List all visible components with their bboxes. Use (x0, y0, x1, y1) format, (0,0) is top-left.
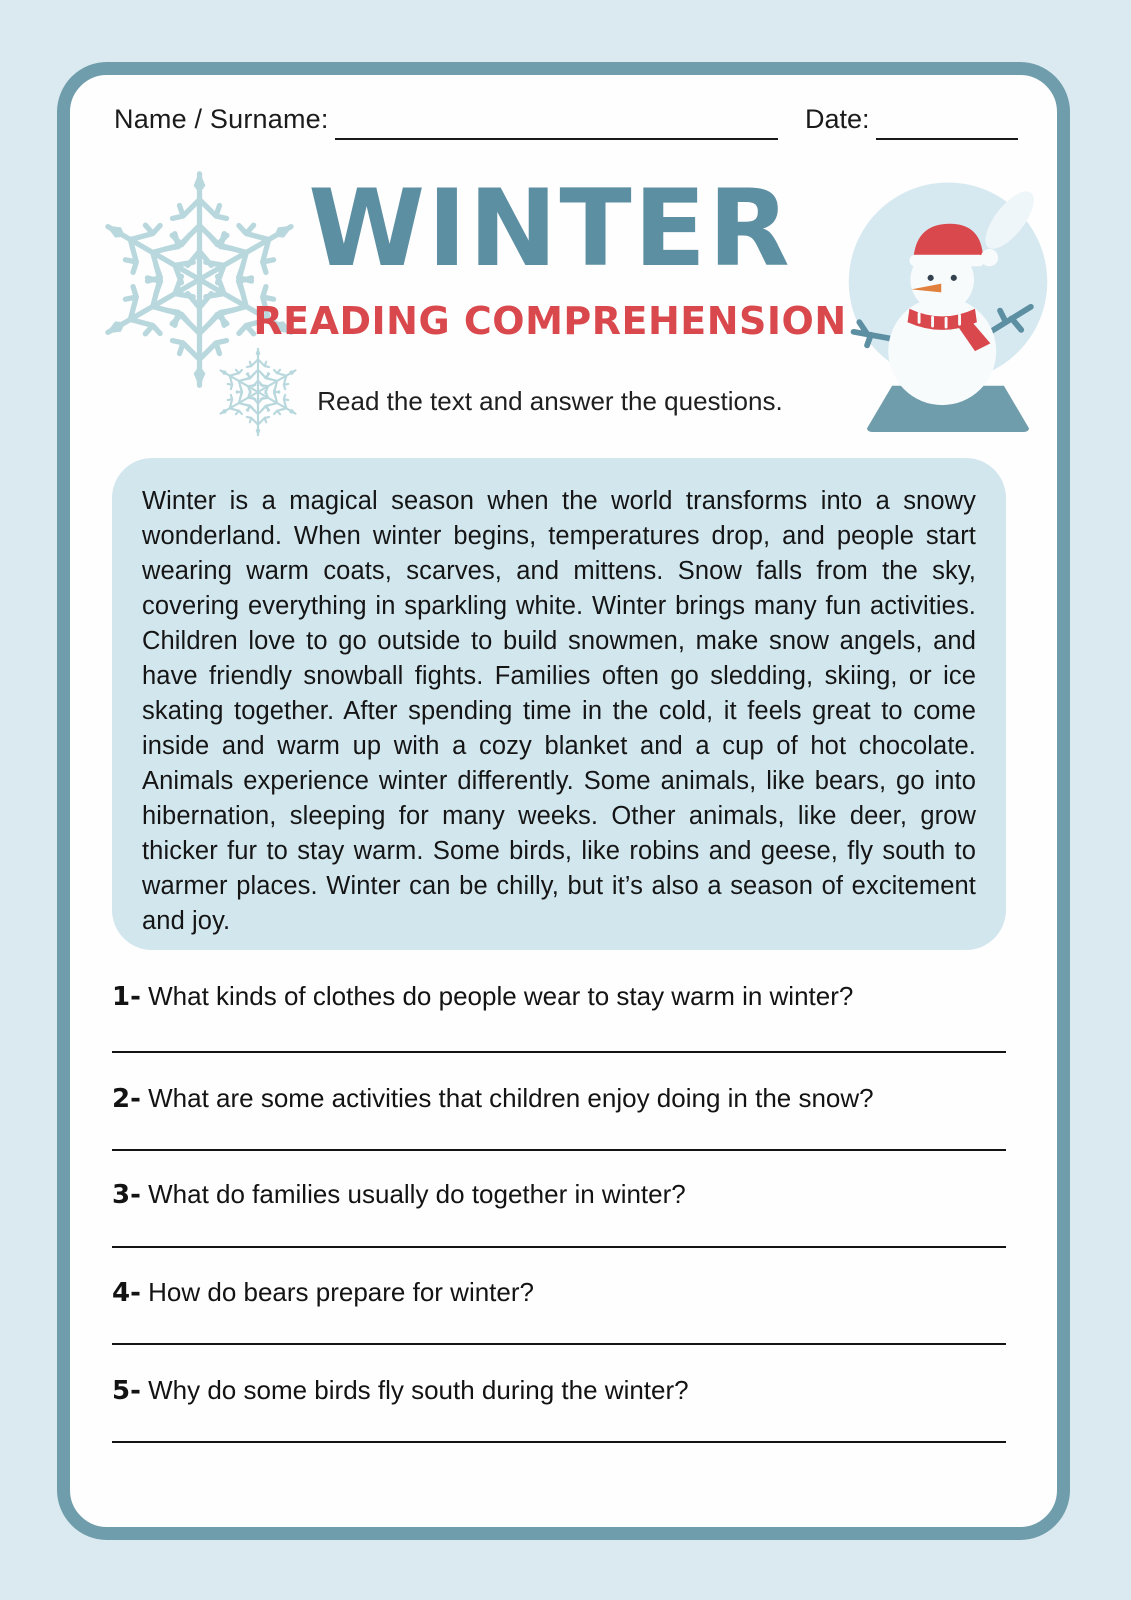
page-title: WINTER (308, 167, 792, 290)
question-5 (112, 1375, 1006, 1406)
question-2-text: What are some activities that children enjoy doing in the snow? (148, 1083, 874, 1113)
instruction-text: Read the text and answer the questions. (317, 386, 783, 416)
question-4 (112, 1277, 1006, 1308)
question-3-number: 3- (112, 1180, 141, 1210)
question-2-number: 2- (112, 1084, 141, 1114)
passage-text: Winter is a magical season when the world transforms into a snowy wonderland. When winter begins, temperatures drop, and people start wearing warm coats, scarves, and mittens. Snow falls from the sky, covering everything in sparkling white. Winter brings many fun activities. Children love to go outside to build snowmen, make snow angels, and have friendly snowball fights. Families often go sledding, skiing, or ice skating together. After spending time in the cold, it feels great to come inside and warm up with a cozy blanket and a cup of hot chocolate. Animals experience winter differently. Some animals, like bears, go into hibernation, sleeping for many weeks. Other animals, like deer, grow thicker fur to stay warm. Some birds, like robins and geese, fly south to warmer places. Winter can be chilly, but it’s also a season of excitement and joy. (142, 487, 976, 935)
answer-line-3 (112, 1246, 1006, 1248)
date-label: Date: (805, 104, 870, 134)
passage-box (112, 458, 1006, 950)
question-3 (112, 1179, 1006, 1210)
hat-pompom (981, 249, 998, 266)
question-5-number: 5- (112, 1376, 141, 1406)
worksheet-card (57, 62, 1070, 1540)
answer-line-5 (112, 1441, 1006, 1443)
hat-brim (909, 255, 984, 267)
page-subtitle: READING COMPREHENSION (253, 299, 847, 343)
snow-globe-snowman-illustration (842, 165, 1054, 437)
question-1 (112, 981, 1006, 1012)
question-1-number: 1- (112, 982, 141, 1012)
name-answer-line (335, 105, 778, 140)
question-4-text: How do bears prepare for winter? (148, 1277, 534, 1307)
question-2 (112, 1083, 1006, 1114)
date-answer-line (876, 105, 1018, 140)
question-1-text: What kinds of clothes do people wear to stay warm in winter? (148, 981, 854, 1011)
question-5-text: Why do some birds fly south during the winter? (148, 1375, 689, 1405)
answer-line-4 (112, 1343, 1006, 1345)
name-surname-label: Name / Surname: (114, 104, 329, 134)
question-3-text: What do families usually do together in winter? (148, 1179, 686, 1209)
snowman-eye-right (951, 275, 957, 281)
question-4-number: 4- (112, 1278, 141, 1308)
snowman-body (888, 297, 996, 405)
snowman-eye-left (928, 275, 934, 281)
answer-line-1 (112, 1051, 1006, 1053)
answer-line-2 (112, 1149, 1006, 1151)
